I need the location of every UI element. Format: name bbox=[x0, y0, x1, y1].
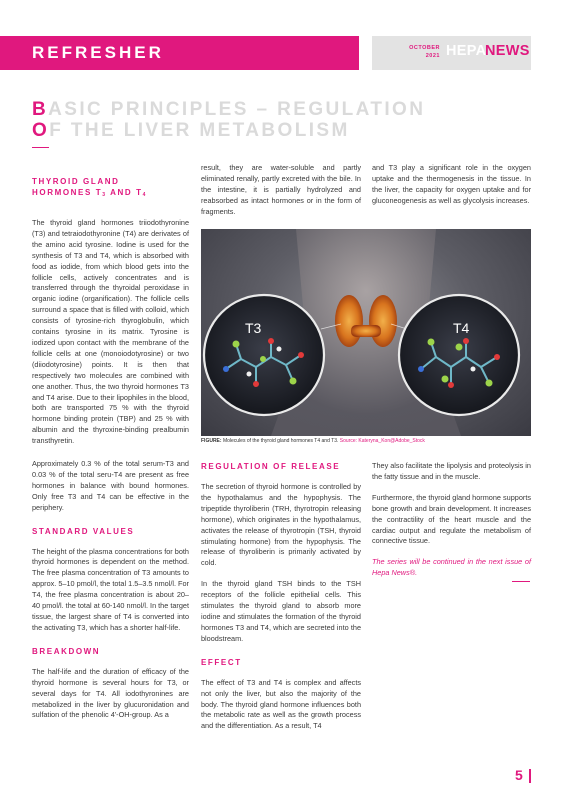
heading-t4-sub: 4 bbox=[142, 192, 147, 198]
caption-source: Source: Kateryna_Kon@Adobe_Stock bbox=[338, 438, 425, 444]
title-rule bbox=[32, 147, 49, 148]
issue-date bbox=[406, 44, 440, 60]
caption-label: FIGURE: bbox=[201, 438, 222, 444]
title-line-1-text: ASIC PRINCIPLES – REGULATION bbox=[48, 99, 426, 120]
t4-label: T4 bbox=[453, 320, 470, 336]
title-line-2 bbox=[32, 120, 452, 141]
paragraph-tsh: In the thyroid gland TSH binds to the TSH receptors of the follicle epithelial cells. This stimulates the thyroid gland to absorb more iodine and stimulates the formation of the thyroid hormones T3 and T4, which are secreted into the bloodstream. bbox=[201, 579, 361, 643]
section-label: REFRESHER bbox=[32, 43, 164, 62]
paragraph-intro: The thyroid gland hormones triiodothyronine (T3) and tetraiodothyronine (T4) are derivates of the amino acid tyrosine. Iodine is used for the synthesis of T3 and T4, which is absorbed with food as iodide, from which blood gets into the follicle cells, actively concentrates and is transferred through the thyroidal peroxidase in organic iodine (organification). The follicle cells surround a space that is filled with colloid, which consists of tyrosine-rich thyroglobulin, which contains tyrosine in its matrix. Tyrosine is iodized upon contact with the membrane of the follicle cells at one (monoiodotyrosine) or two (diiodotyrosine) points. It is then that respectively two molecules are combined with one another. Thus, the two thyroid hormones T3 and T4 arise. Due to their lipophiles in the blood, both are transported 75 % with the thyroid hormone binding protein (TBP) and 25 % with albumin and the thyroxine-binding prealbumin transthyretin. bbox=[32, 218, 189, 446]
paragraph-lipolysis: They also facilitate the lipolysis and proteolysis in the fatty tissue and in the muscle. bbox=[372, 461, 531, 481]
heading-breakdown: BREAKDOWN bbox=[32, 646, 101, 656]
paragraph-bone-growth: Furthermore, the thyroid gland hormone supports bone growth and brain development. It increases the contractility of the heart muscle and the cardiac output and regulate the metabolism of connective tissue. bbox=[372, 492, 531, 546]
brand-news: NEWS bbox=[485, 43, 530, 59]
column-2-top bbox=[201, 163, 361, 228]
paragraph-breakdown: The half-life and the duration of efficacy of the thyroid hormone is several hours for T3, or several days for T4. All iodothyronines are metabolized in the liver by glucuronidation and sulfation of the phenolic 4'-OH-group. As a bbox=[32, 666, 189, 720]
page-number: 5 bbox=[515, 767, 523, 783]
thyroid-illustration bbox=[201, 229, 531, 436]
t4-molecule-circle bbox=[399, 295, 519, 415]
paragraph-elimination: result, they are water-soluble and partly eliminated renally, partly excreted with the bile. In the intestine, it is partially hydrolyzed and reabsorbed as intact hormones or in the form of fragments. bbox=[201, 163, 361, 216]
column-3 bbox=[372, 461, 531, 589]
heading-regulation: REGULATION OF RELEASE bbox=[201, 462, 341, 471]
page-title bbox=[32, 99, 452, 141]
heading-thyroid-line1: THYROID GLAND bbox=[32, 177, 120, 186]
figure-caption bbox=[201, 438, 531, 444]
title-line-2-text: F THE LIVER METABOLISM bbox=[49, 120, 350, 141]
title-initial-o: O bbox=[32, 120, 50, 141]
brand-hepa: HEPA bbox=[446, 43, 487, 59]
column-3-top bbox=[372, 163, 531, 217]
title-line-1 bbox=[32, 99, 452, 120]
page-number-bar bbox=[529, 769, 531, 783]
column-2 bbox=[201, 461, 361, 742]
heading-thyroid-hormones bbox=[32, 176, 189, 198]
t3-molecule-circle bbox=[204, 295, 324, 415]
thyroid-figure bbox=[201, 229, 531, 436]
paragraph-effect: The effect of T3 and T4 is complex and affects not only the liver, but also the majority of the body. The thyroid gland hormone influences both the metabolic rate as well as the growth process and the differentiation. As a result, T4 bbox=[201, 677, 361, 731]
issue-year: 2021 bbox=[425, 53, 440, 59]
issue-month: OCTOBER bbox=[409, 45, 440, 51]
heading-thyroid-line2 bbox=[32, 187, 189, 198]
t3-label: T3 bbox=[245, 320, 262, 336]
heading-t3-sub: 3 bbox=[102, 192, 107, 198]
heading-t3-text: HORMONES T bbox=[32, 188, 103, 197]
section-banner bbox=[0, 36, 359, 70]
brand-box bbox=[372, 36, 531, 70]
column-1 bbox=[32, 176, 189, 731]
heading-standard-values: STANDARD VALUES bbox=[32, 526, 135, 536]
paragraph-series-note: The series will be continued in the next issue of Hepa News®. bbox=[372, 557, 531, 578]
paragraph-standard-values: The height of the plasma concentrations for both thyroid hormones is dependent on the method. The free plasma concentration of T3 amounts to approx. 5–10 pmol/l, the total 1.5–3.5 nmol/l. For T4, the free plasma concentration is about 20–40 pmol/l. the total at 60-140 nmol/l. In the target tissue, the largest share of T4 is converted into the activating T3, which has a shorter half-life. bbox=[32, 546, 189, 632]
heading-t4-text: AND T bbox=[106, 188, 143, 197]
paragraph-oxygen-uptake: and T3 play a significant role in the oxygen uptake and the thermogenesis in the tissue. In the liver, the capacity for oxygen uptake and for gluconeogenesis as well as glycolysis increases. bbox=[372, 163, 531, 205]
end-rule bbox=[512, 581, 530, 582]
paragraph-regulation: The secretion of thyroid hormone is controlled by the hypothalamus and the hypophysis. The tripeptide thyroliberin (TRH, thyrotropin releasing hormone), which originates in the hypothalamus, activates the release of thyrotropin (TSH, thyroid stimulating hormone) from the hypophysis. The release of thyroliberin is primarily activated by cold. bbox=[201, 482, 361, 568]
title-initial-b: B bbox=[32, 99, 49, 120]
paragraph-free-hormones: Approximately 0.3 % of the total serum-T3 and 0.03 % of the total seru-T4 are present as free hormones in balance with bound hormones. Only free T3 and T4 can be effective in the periphery. bbox=[32, 459, 189, 512]
caption-text: Molecules of the thyroid gland hormones T4 and T3. bbox=[221, 438, 339, 444]
heading-effect: EFFECT bbox=[201, 657, 242, 667]
